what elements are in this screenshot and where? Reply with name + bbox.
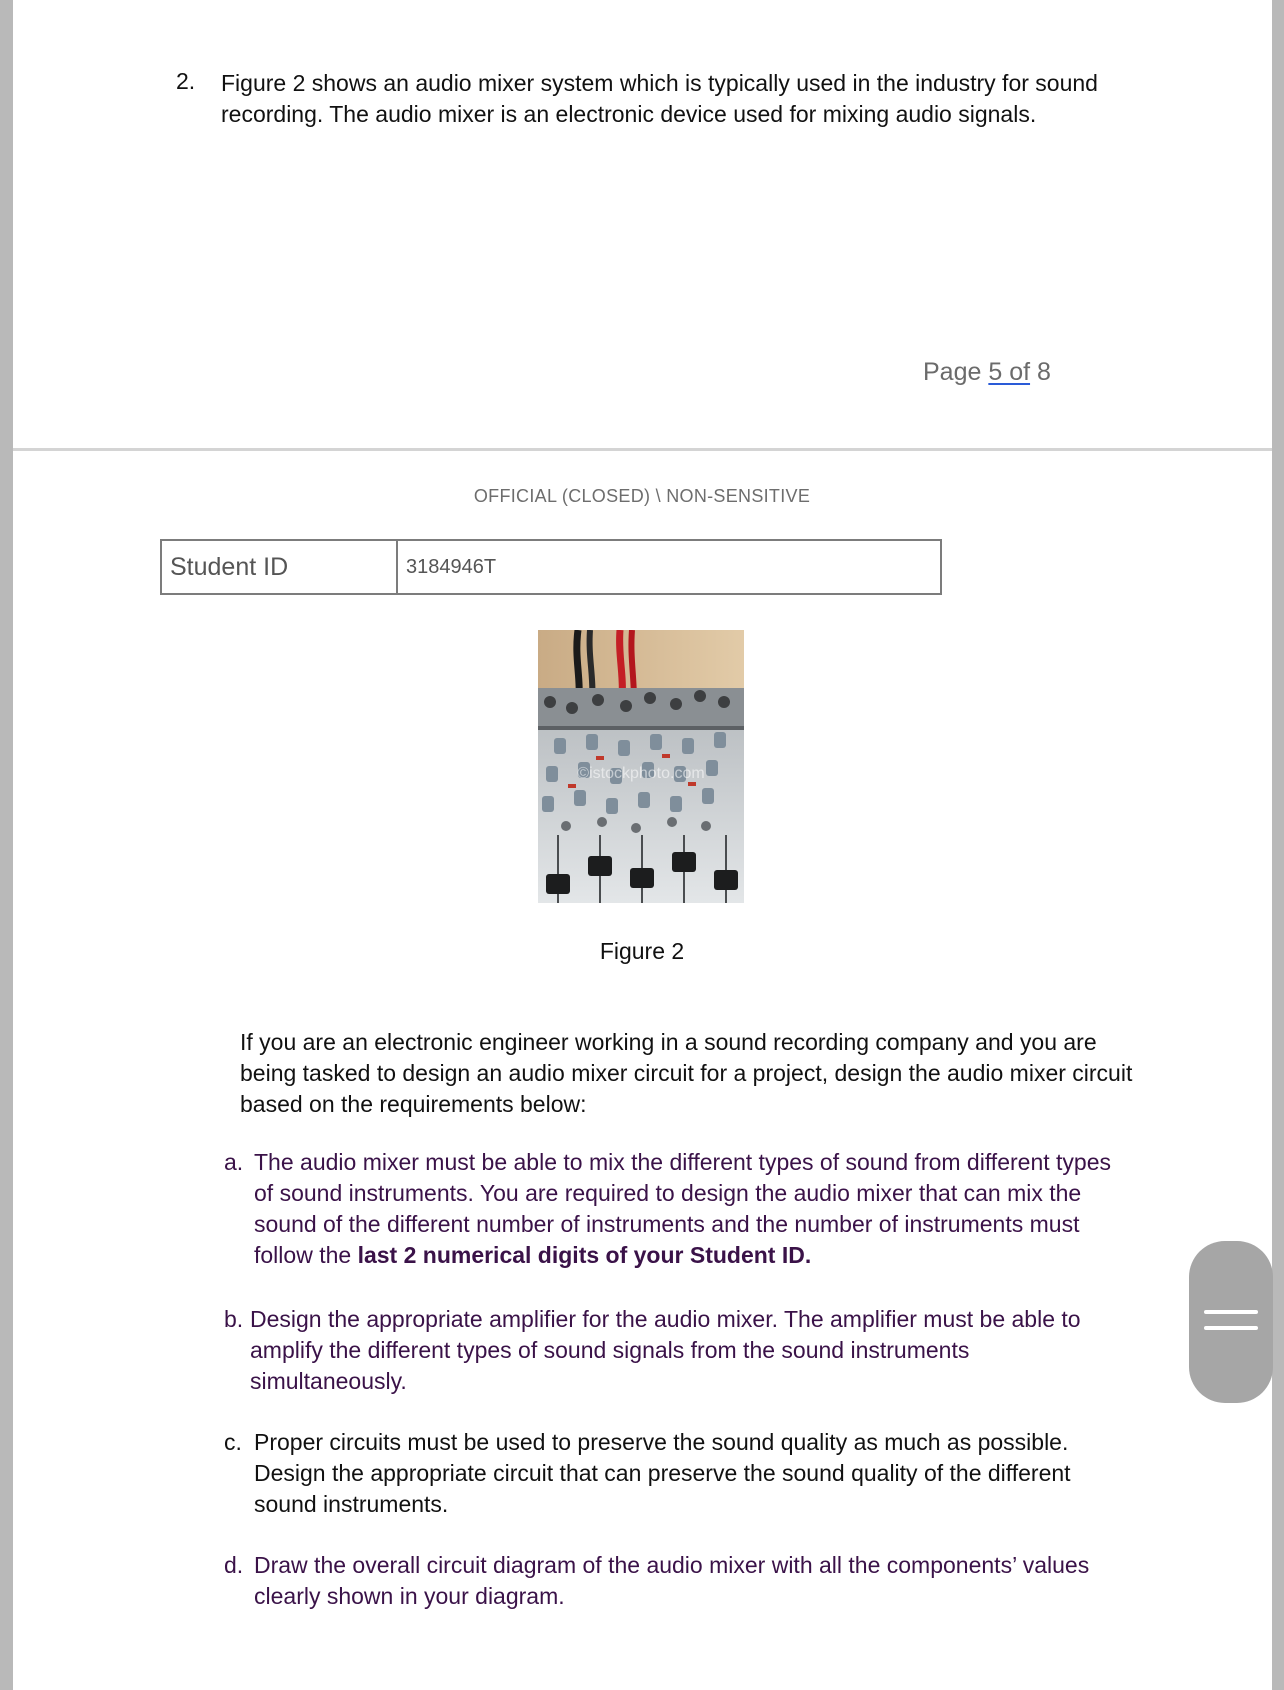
requirement-b-label: b. — [224, 1306, 244, 1332]
requirement-a-bold: last 2 numerical digits of your Student ID. — [357, 1242, 812, 1268]
requirement-d-label: d. — [224, 1552, 244, 1578]
requirement-a-label: a. — [224, 1149, 244, 1175]
viewer-right-edge — [1272, 0, 1284, 1690]
page-5 — [13, 0, 1272, 448]
grip-line-top — [1204, 1310, 1258, 1314]
page-number-link[interactable]: 5 of — [988, 358, 1031, 386]
page-prefix: Page — [923, 358, 989, 386]
photo-watermark: ©istockphoto.com — [577, 765, 705, 782]
requirement-a-body: The audio mixer must be able to mix the different types of sound from different types of sound instruments. You are required to design the audio mixer that can mix the sound of the different number of instruments and the number of instruments must follow the — [254, 1149, 1111, 1268]
page-number — [923, 358, 1051, 387]
classification-header: OFFICIAL (CLOSED) \ NON-SENSITIVE — [473, 486, 811, 506]
figure-caption: Figure 2 — [599, 938, 685, 964]
page-total: 8 — [1030, 358, 1051, 386]
question-text: Figure 2 shows an audio mixer system which is typically used in the industry for sound recording. The audio mixer is an electronic device used for mixing audio signals. — [221, 70, 1098, 127]
requirement-c-label: c. — [224, 1429, 242, 1455]
question-number: 2. — [176, 68, 196, 94]
intro-paragraph: If you are an electronic engineer working in a sound recording company and you are being tasked to design an audio mixer circuit for a project, design the audio mixer circuit based on the requirements below: — [240, 1029, 1133, 1117]
scroll-handle[interactable] — [1189, 1241, 1273, 1403]
viewer-left-edge — [0, 0, 13, 1690]
requirement-b-text: Design the appropriate amplifier for the audio mixer. The amplifier must be able to amplify the different types of sound signals from the sound instruments simultaneously. — [250, 1306, 1081, 1394]
student-id-table — [160, 539, 942, 595]
grip-line-bottom — [1204, 1326, 1258, 1330]
student-id-value: 3184946T — [397, 540, 941, 594]
requirement-c-text: Proper circuits must be used to preserve the sound quality as much as possible. Design the appropriate circuit that can preserve the sound quality of the different sound instruments. — [254, 1429, 1071, 1517]
requirement-d-text: Draw the overall circuit diagram of the audio mixer with all the components’ values clearly shown in your diagram. — [254, 1552, 1090, 1609]
requirement-a-text — [254, 1147, 1134, 1271]
student-id-label: Student ID — [161, 540, 397, 594]
audio-mixer-photo — [538, 630, 744, 903]
